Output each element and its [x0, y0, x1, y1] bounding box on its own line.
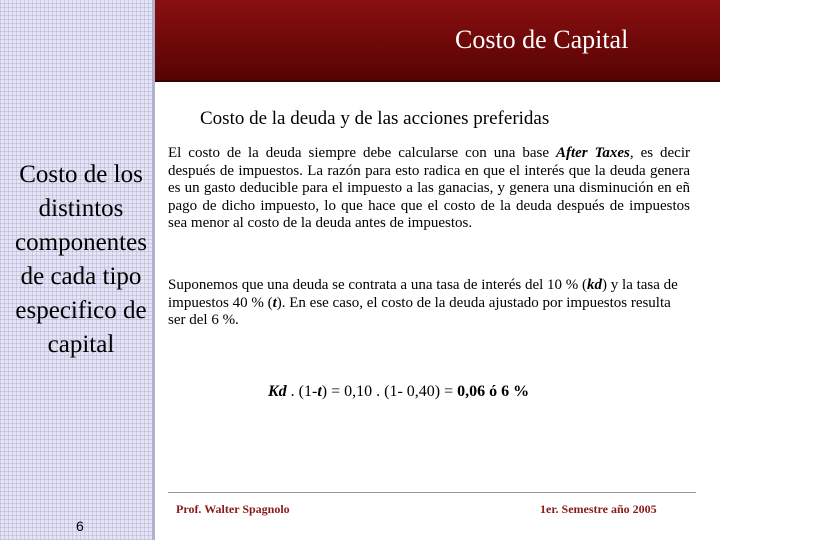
- footer-semester: 1er. Semestre año 2005: [540, 502, 657, 516]
- section-subtitle: Costo de la deuda y de las acciones preferidas: [200, 108, 550, 129]
- header-bar: [155, 0, 835, 82]
- side-heading-line: capital: [47, 331, 115, 358]
- paragraph1-text-b: , es decir después de impuestos. La razón para esto radica en que el interés que la deuda genera es un gasto deducible para el impuesto a las ganacias, y genera una disminución en eñ pago de dicho impuesto, lo que hace que el costo de la deuda después de impuestos sea menor al costo de la deuda antes de impuestos.: [168, 145, 690, 231]
- after-taxes-term: After Taxes: [555, 145, 630, 161]
- um-logo: UM: [792, 25, 835, 54]
- paragraph-after-taxes: [168, 145, 690, 233]
- t-variable: t: [272, 294, 277, 311]
- kd-variable: kd: [587, 277, 603, 293]
- formula-t: t: [317, 383, 322, 400]
- formula-kd: Kd: [268, 383, 287, 400]
- paragraph2-text-b: ) y la tasa de impuestos 40 % (: [168, 277, 678, 311]
- paragraph1-text-a: El costo de la deuda siempre debe calcularse con una base: [168, 145, 556, 161]
- paragraph2-text-c: ). En ese caso, el costo de la deuda ajustado por impuestos resulta ser del 6 %.: [168, 294, 671, 328]
- footer-author: Prof. Walter Spagnolo: [176, 502, 290, 516]
- formula-result: 0,06 ó 6 %: [457, 383, 530, 400]
- paragraph-example: [168, 277, 690, 330]
- slide-title: Costo de Capital: [455, 25, 629, 54]
- cost-of-debt-formula: [268, 383, 529, 401]
- formula-text-a: . (1-: [286, 383, 318, 400]
- paragraph2-text-a: Suponemos que una deuda se contrata a una tasa de interés del 10 % (: [168, 277, 588, 293]
- side-heading-line: especifico de: [15, 297, 147, 324]
- page-number: 6: [76, 518, 84, 534]
- side-heading: [0, 158, 162, 362]
- side-heading-line: distintos: [38, 195, 124, 222]
- formula-text-b: ) = 0,10 . (1- 0,40) =: [321, 383, 458, 400]
- footer-divider: [168, 492, 696, 493]
- side-heading-line: de cada tipo: [20, 263, 142, 290]
- side-heading-line: Costo de los: [19, 161, 143, 188]
- side-heading-line: componentes: [15, 229, 147, 256]
